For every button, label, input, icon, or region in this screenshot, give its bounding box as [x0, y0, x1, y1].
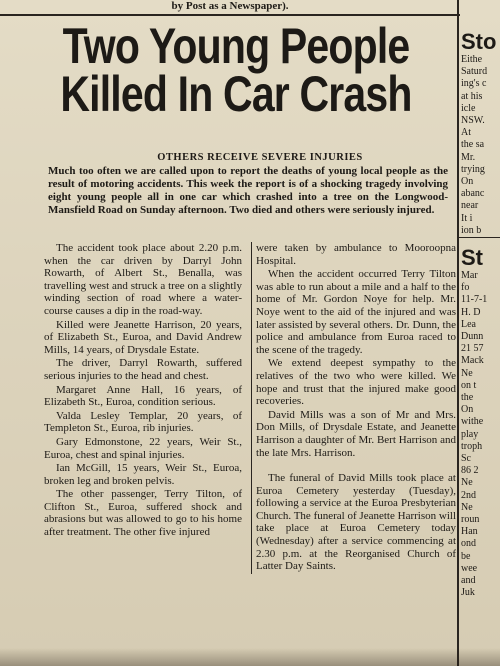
adjacent-story-top — [461, 30, 500, 237]
paragraph: Gary Edmonstone, 22 years, Weir St., Euroa, chest and spinal injuries. — [44, 435, 242, 461]
text-fragment: On — [461, 404, 474, 416]
masthead-strip: by Post as a Newspaper). — [0, 0, 460, 16]
text-fragment: ion b — [461, 224, 482, 236]
adjacent-headline: Sto — [461, 30, 497, 54]
paragraph: Ian McGill, 15 years, Weir St., Euroa, broken leg and broken pelvis. — [44, 462, 242, 487]
text-fragment: and — [461, 575, 476, 587]
adjacent-story-bottom — [461, 246, 500, 599]
text-fragment: NSW. — [461, 115, 485, 127]
column-rule — [457, 0, 459, 666]
paragraph: The driver, Darryl Rowarth, suffered serious injuries to the head and chest. — [44, 357, 242, 382]
article-column-2 — [251, 242, 456, 574]
text-fragment: at his — [461, 90, 483, 102]
paragraph: The other passenger, Terry Tilton, of Clifton St., Euroa, suffered shock and abrasions but was allowed to go to his home after treatment. The other five injured — [44, 488, 242, 539]
paragraph: We extend deepest sympathy to the relatives of the two who were killed. We hope and trust that the injured make good recoveries. — [256, 357, 456, 408]
article-column-1 — [44, 242, 242, 540]
text-fragment: Han — [461, 526, 478, 538]
text-fragment: play — [461, 428, 479, 440]
text-fragment: At — [461, 127, 471, 139]
text-fragment: Lea — [461, 318, 476, 330]
text-fragment: the sa — [461, 139, 485, 151]
text-fragment: near — [461, 200, 479, 212]
headline-line-2: Killed In Car Crash — [60, 66, 412, 122]
headline — [57, 18, 415, 122]
text-fragment: ond — [461, 538, 476, 550]
paragraph: Valda Lesley Templar, 20 years, of Templeton St., Euroa, rib injuries. — [44, 409, 242, 435]
text-fragment: It i — [461, 212, 473, 224]
text-fragment: 21 57 — [461, 343, 484, 355]
paragraph: David Mills was a son of Mr and Mrs. Don Mills, of Drysdale Estate, and Jeanette Harrison a daughter of Mr. Bert Harrison and the late Mrs. Harrison. — [256, 408, 456, 459]
text-fragment: Dunn — [461, 331, 484, 343]
paragraph: Killed were Jeanette Harrison, 20 years, of Elizabeth St., Euroa, and David Andrew Mills, 14 years, of Drysdale Estate. — [44, 318, 242, 356]
text-fragment: abanc — [461, 188, 485, 200]
text-fragment: 11-7-1 — [461, 294, 488, 306]
text-fragment: Saturd — [461, 66, 488, 78]
text-fragment: H. D — [461, 306, 481, 318]
paragraph: The funeral of David Mills took place at Euroa Cemetery yesterday (Tuesday), following a service at the Euroa Presbyterian Church. The funeral of Jeanette Harrison will take place at Euroa Cemetery today (Wednesday) after a service commencing at 2.30 p.m. at the Reorganised Church of Latter Day Saints. — [256, 472, 456, 573]
paragraph: The accident took place about 2.20 p.m. when the car driven by Darryl John Rowarth, of Albert St., Benalla, was travelling west and struck a tree on a slightly winding section of road where a water-course causes a dip in the road-way. — [44, 242, 242, 317]
text-fragment: Mar — [461, 270, 478, 281]
text-fragment: Juk — [461, 587, 475, 599]
text-fragment: Ne — [461, 367, 473, 379]
adjacent-headline: St — [461, 246, 483, 270]
divider — [459, 237, 500, 238]
text-fragment: wee — [461, 562, 478, 574]
text-fragment: Ne — [461, 477, 473, 489]
text-fragment: Ne — [461, 501, 473, 513]
text-fragment: withe — [461, 416, 484, 428]
text-fragment: roun — [461, 514, 480, 526]
headline-line-1: Two Young People — [62, 18, 410, 74]
text-fragment: be — [461, 550, 471, 562]
text-fragment: ing's c — [461, 78, 487, 90]
text-fragment: the — [461, 392, 474, 404]
text-fragment: on t — [461, 379, 477, 391]
text-fragment: fo — [461, 282, 470, 294]
text-fragment: Sc — [461, 453, 471, 465]
paragraph: When the accident occurred Terry Tilton was able to run about a mile and a half to the home of Mr. Gordon Noye for help. Mr. Noye went to the aid of the injured and was later assisted by several others. Dr. Dunn, the police and ambulance from Euroa raced to the scene of the tragedy. — [256, 268, 456, 356]
text-fragment: troph — [461, 440, 483, 452]
subheading: OTHERS RECEIVE SEVERE INJURIES — [157, 152, 363, 163]
page-edge-shadow — [0, 648, 500, 666]
text-fragment: 86 2 — [461, 465, 479, 477]
paragraph: Margaret Anne Hall, 16 years, of Elizabeth St., Euroa, condition serious. — [44, 383, 242, 409]
text-fragment: Eithe — [461, 54, 483, 65]
text-fragment: trying — [461, 163, 485, 175]
text-fragment: 2nd — [461, 489, 476, 501]
text-fragment: On — [461, 176, 474, 188]
text-fragment: Mr. — [461, 151, 476, 163]
text-fragment: icle — [461, 102, 476, 114]
lede-paragraph: Much too often we are called upon to report the deaths of young local people as the result of motoring accidents. This week the report is of a shocking tragedy involving eight young people all in one car which crashed into a tree on the Longwood-Mansfield Road on Sunday afternoon. Two died and others were seriously injured. — [48, 165, 448, 216]
paragraph: were taken by ambulance to Mooroopna Hospital. — [256, 242, 456, 267]
text-fragment: Mack — [461, 355, 484, 367]
